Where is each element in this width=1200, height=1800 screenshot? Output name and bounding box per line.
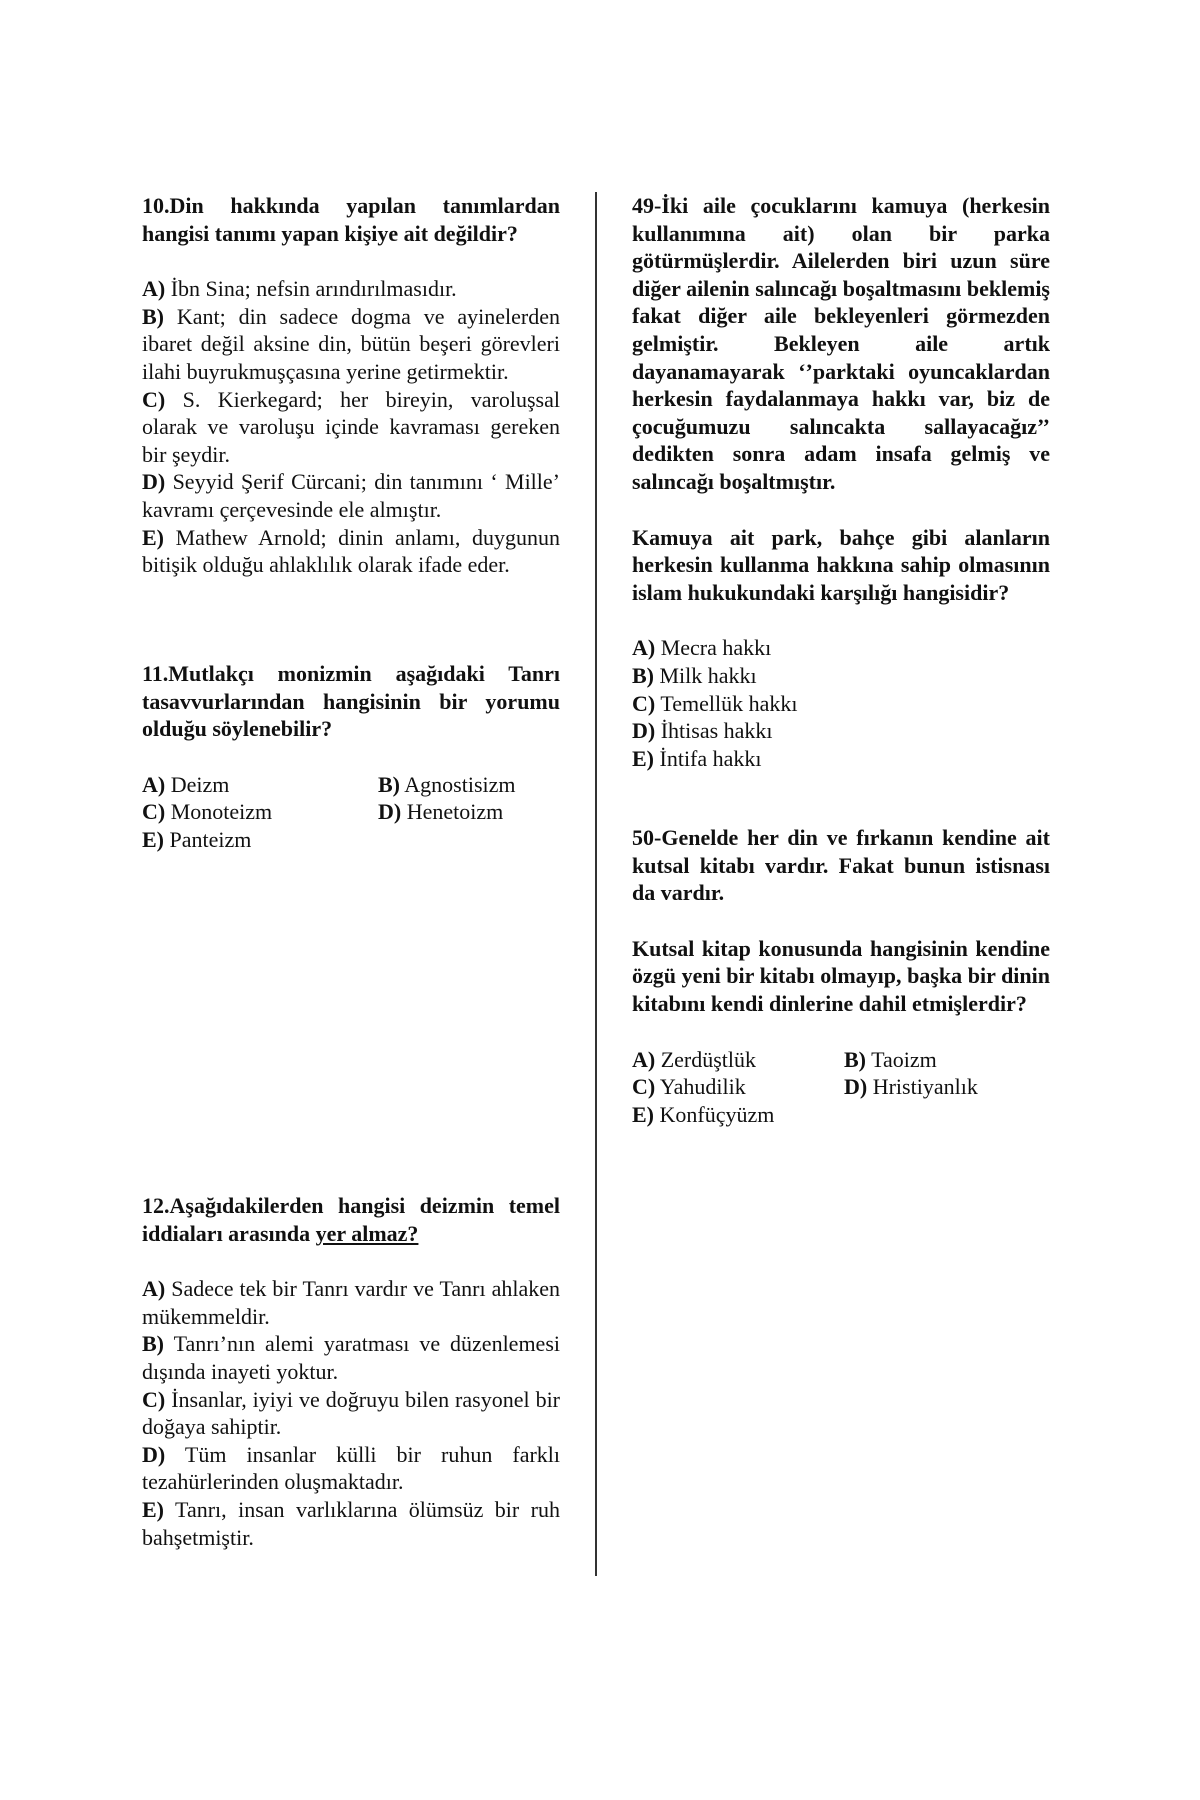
question-50-option-e[interactable]	[632, 1101, 844, 1129]
option-key: E)	[142, 826, 164, 852]
question-50-option-c[interactable]	[632, 1073, 844, 1101]
question-10-option-e[interactable]	[142, 524, 560, 579]
option-text: Konfüçyüzm	[659, 1101, 775, 1127]
question-49-option-e[interactable]	[632, 745, 1050, 773]
question-50-stem: Kutsal kitap konusunda hangisinin kendine özgü yeni bir kitabı olmayıp, başka bir dinin kitabını kendi dinlerine dahil etmişlerdir?	[632, 935, 1050, 1016]
question-50-options	[632, 1046, 1050, 1129]
column-divider	[595, 192, 597, 1576]
question-11-options	[142, 771, 560, 854]
option-text: İnsanlar, iyiyi ve doğruyu bilen rasyonel bir doğaya sahiptir.	[142, 1386, 561, 1440]
question-49-option-b[interactable]	[632, 662, 1050, 690]
option-text: Tanrı, insan varlıklarına ölümsüz bir ruh bahşetmiştir.	[142, 1496, 560, 1550]
question-49-stem: Kamuya ait park, bahçe gibi alanların herkesin kullanma hakkına sahip olmasının islam hukukundaki karşılığı hangisidir?	[632, 524, 1050, 605]
question-10-stem: 10.Din hakkında yapılan tanımlardan hangisi tanımı yapan kişiye ait değildir?	[142, 193, 560, 246]
option-key: D)	[844, 1074, 868, 1100]
question-12-stem	[142, 1192, 560, 1247]
option-text: İbn Sina; nefsin arındırılmasıdır.	[170, 276, 457, 302]
option-key: A)	[142, 771, 166, 797]
option-key: C)	[142, 1386, 166, 1412]
option-text: Kant; din sadece dogma ve ayinelerden ibaret değil aksine din, bütün beşeri görevleri ilahi buyrukmuşçasına yerine getirmektir.	[142, 303, 560, 384]
option-text: Temellük hakkı	[660, 690, 798, 716]
option-key: D)	[378, 799, 402, 825]
option-text: Mathew Arnold; dinin anlamı, duygunun bitişik olduğu ahlaklılık olarak ifade eder.	[142, 524, 561, 578]
question-50-intro: 50-Genelde her din ve fırkanın kendine ait kutsal kitabı vardır. Fakat bunun istisnası da vardır.	[632, 825, 1050, 906]
option-text: Tüm insanlar külli bir ruhun farklı tezahürlerinden oluşmaktadır.	[142, 1441, 561, 1495]
option-key: C)	[142, 386, 166, 412]
question-49-options	[632, 634, 1050, 772]
option-key: B)	[844, 1046, 866, 1072]
option-key: E)	[632, 745, 654, 771]
option-text: Henetoizm	[406, 799, 504, 825]
question-11-stem: 11.Mutlakçı monizmin aşağıdaki Tanrı tasavvurlarından hangisinin bir yorumu olduğu söylenebilir?	[142, 661, 560, 742]
question-10	[142, 192, 560, 579]
question-50	[632, 824, 1050, 1128]
question-12-stem-underlined: yer almaz?	[315, 1220, 419, 1246]
question-12-option-b[interactable]	[142, 1330, 560, 1385]
option-key: A)	[142, 276, 166, 302]
question-50-option-b[interactable]	[844, 1046, 1050, 1074]
option-text: Mecra hakkı	[660, 635, 772, 661]
option-key: C)	[142, 799, 166, 825]
option-text: Monoteizm	[170, 799, 273, 825]
option-text: Milk hakkı	[659, 662, 757, 688]
option-text: İhtisas hakkı	[660, 718, 773, 744]
question-12-option-a[interactable]	[142, 1275, 560, 1330]
option-key: B)	[142, 303, 164, 329]
question-11-option-d[interactable]	[378, 798, 560, 826]
option-key: D)	[632, 718, 656, 744]
option-key: A)	[142, 1276, 166, 1302]
question-12	[142, 1192, 560, 1551]
question-11-option-a[interactable]	[142, 771, 378, 799]
option-text: Hristiyanlık	[872, 1074, 978, 1100]
question-12-options	[142, 1275, 560, 1551]
question-12-stem-main: 12.Aşağıdakilerden hangisi deizmin temel iddiaları arasında	[142, 1193, 560, 1246]
option-key: B)	[632, 662, 654, 688]
option-text: Taoizm	[871, 1046, 937, 1072]
option-key: D)	[142, 469, 166, 495]
option-key: E)	[632, 1101, 654, 1127]
question-49-option-d[interactable]	[632, 717, 1050, 745]
question-10-options	[142, 275, 560, 579]
question-49-option-a[interactable]	[632, 634, 1050, 662]
option-text: Yahudilik	[659, 1074, 746, 1100]
option-text: S. Kierkegard; her bireyin, varoluşsal olarak ve varoluşu içinde kavraması gereken bir şeydir.	[142, 386, 560, 467]
question-49-intro: 49-İki aile çocuklarını kamuya (herkesin kullanımına ait) olan bir parka götürmüşlerdir. Ailelerden biri uzun süre diğer ailenin salıncağı boşaltmasını beklemiş fakat diğer aile bekleyenleri görmezden gelmiştir. Bekleyen aile artık dayanamayarak ‘’parktaki oyuncaklardan herkesin faydalanmaya hakkı var, biz de çocuğumuzu salıncakta sallayacağız’’ dedikten sonra adam insafa gelmiş ve salıncağı boşaltmıştır.	[632, 193, 1050, 494]
option-text: Deizm	[170, 771, 230, 797]
option-text: Zerdüştlük	[660, 1046, 757, 1072]
option-key: E)	[142, 1496, 164, 1522]
question-12-option-c[interactable]	[142, 1386, 560, 1441]
question-10-option-b[interactable]	[142, 303, 560, 386]
option-key: C)	[632, 1074, 656, 1100]
option-key: D)	[142, 1441, 166, 1467]
option-key: E)	[142, 524, 164, 550]
question-49	[632, 192, 1050, 772]
question-10-option-a[interactable]	[142, 275, 560, 303]
question-12-option-d[interactable]	[142, 1441, 560, 1496]
question-10-option-d[interactable]	[142, 468, 560, 523]
option-key: B)	[378, 771, 400, 797]
question-11	[142, 660, 560, 854]
option-text: Tanrı’nın alemi yaratması ve düzenlemesi dışında inayeti yoktur.	[142, 1331, 561, 1384]
question-11-option-e[interactable]	[142, 826, 378, 854]
option-text: Sadece tek bir Tanrı vardır ve Tanrı ahlaken mükemmeldir.	[142, 1276, 561, 1329]
option-key: A)	[632, 635, 656, 661]
option-text: Panteizm	[169, 826, 252, 852]
question-49-option-c[interactable]	[632, 690, 1050, 718]
question-11-option-b[interactable]	[378, 771, 560, 799]
question-50-option-d[interactable]	[844, 1073, 1050, 1101]
question-12-option-e[interactable]	[142, 1496, 560, 1551]
option-key: C)	[632, 690, 656, 716]
option-text: İntifa hakkı	[659, 745, 762, 771]
option-key: B)	[142, 1331, 164, 1357]
option-text: Agnostisizm	[404, 771, 516, 797]
question-11-option-c[interactable]	[142, 798, 378, 826]
option-text: Seyyid Şerif Cürcani; din tanımını ‘ Mille’ kavramı çerçevesinde ele almıştır.	[142, 469, 560, 522]
question-50-option-a[interactable]	[632, 1046, 844, 1074]
option-key: A)	[632, 1046, 656, 1072]
question-10-option-c[interactable]	[142, 386, 560, 469]
